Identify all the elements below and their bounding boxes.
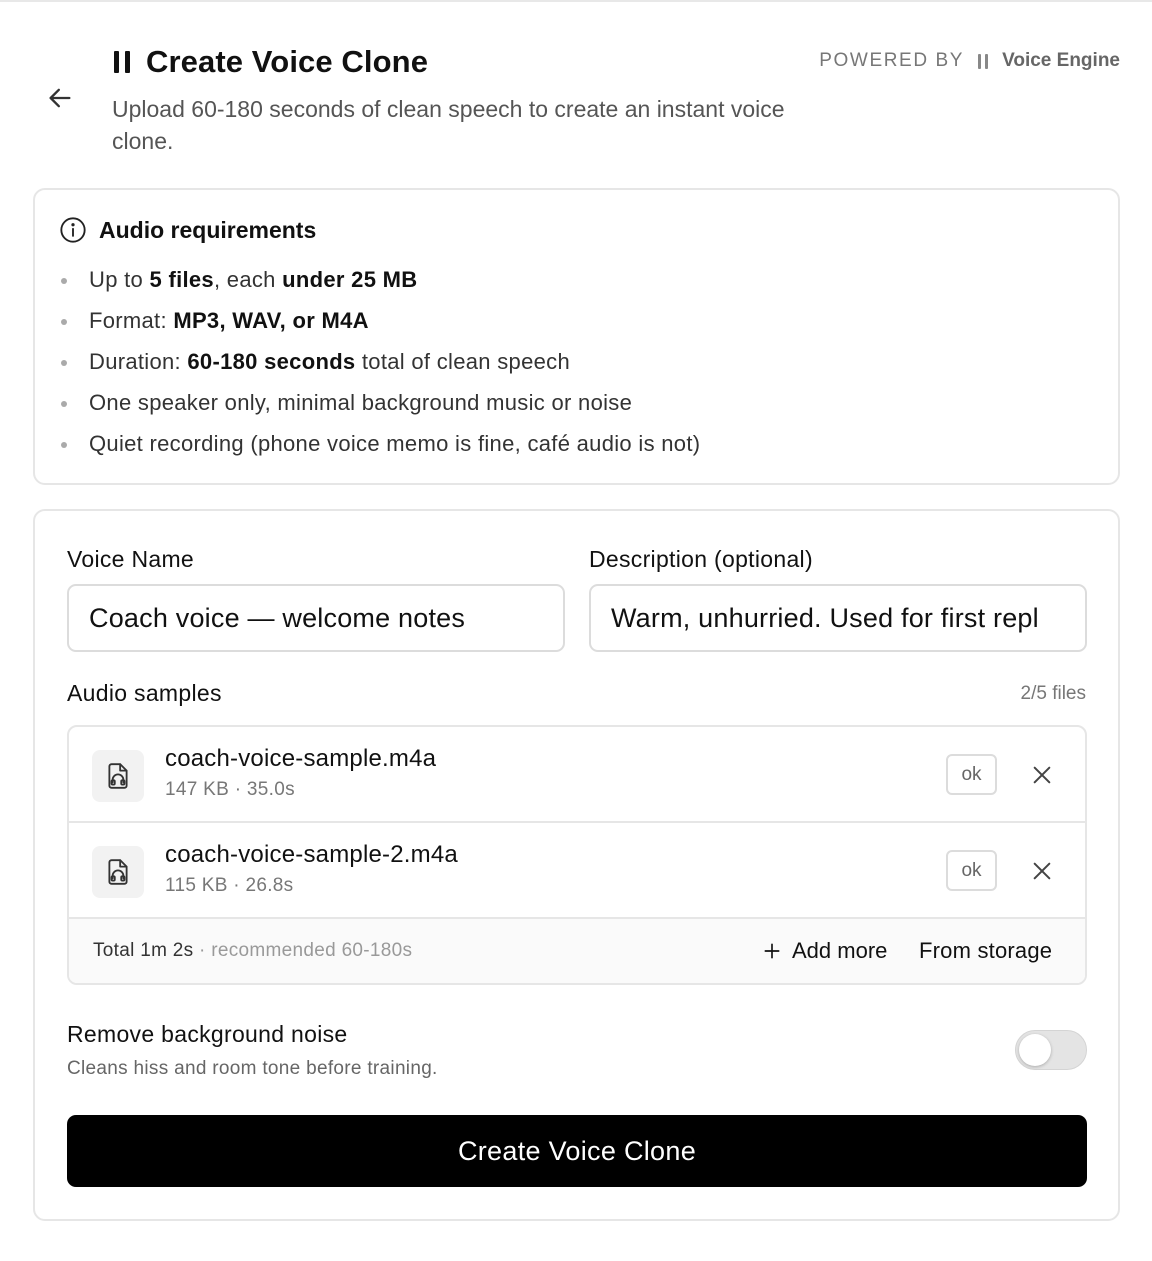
page-title: Create Voice Clone — [146, 44, 429, 79]
powered-by-badge — [819, 50, 1120, 72]
audio-file-icon — [92, 750, 144, 802]
toggle-knob — [1019, 1034, 1051, 1066]
back-button[interactable] — [40, 80, 80, 116]
from-storage-button[interactable]: From storage — [919, 938, 1053, 963]
remove-file-button[interactable] — [1024, 757, 1060, 793]
plus-icon — [762, 941, 782, 961]
requirements-list — [59, 261, 700, 466]
description-label: Description (optional) — [589, 546, 813, 572]
brand-logo-icon — [114, 51, 130, 73]
noise-removal-title: Remove background noise — [67, 1021, 348, 1047]
remove-file-button[interactable] — [1024, 853, 1060, 889]
audio-files-list — [67, 725, 1087, 985]
create-voice-clone-button[interactable]: Create Voice Clone — [67, 1115, 1087, 1187]
engine-name: Voice Engine — [1002, 50, 1120, 71]
noise-removal-description: Cleans hiss and room tone before training. — [67, 1058, 438, 1079]
requirement-item: Duration: 60-180 seconds total of clean speech — [59, 343, 700, 384]
file-meta: 115 KB · 26.8s — [165, 875, 294, 896]
audio-samples-label: Audio samples — [67, 680, 222, 706]
noise-removal-toggle[interactable] — [1015, 1030, 1087, 1070]
requirement-item: Up to 5 files, each under 25 MB — [59, 261, 700, 302]
add-more-button[interactable] — [762, 935, 887, 967]
requirement-item: One speaker only, minimal background music or noise — [59, 384, 700, 425]
file-row — [69, 727, 1085, 823]
files-footer — [69, 919, 1085, 983]
close-icon — [1031, 764, 1053, 786]
voice-clone-form — [33, 509, 1120, 1221]
voice-name-input[interactable] — [67, 584, 565, 652]
add-more-label: Add more — [792, 938, 888, 963]
requirements-header — [59, 216, 316, 244]
file-name: coach-voice-sample-2.m4a — [165, 841, 458, 868]
description-input[interactable] — [589, 584, 1087, 652]
file-status-badge: ok — [946, 850, 997, 891]
page-subtitle: Upload 60-180 seconds of clean speech to create an instant voice clone. — [112, 96, 785, 154]
file-status-badge: ok — [946, 754, 997, 795]
requirements-title: Audio requirements — [99, 216, 317, 243]
voice-name-label: Voice Name — [67, 546, 195, 572]
file-meta: 147 KB · 35.0s — [165, 779, 295, 800]
audio-requirements-card — [33, 188, 1120, 485]
close-icon — [1031, 860, 1053, 882]
top-divider — [0, 0, 1152, 2]
file-row — [69, 823, 1085, 919]
recommended-duration: · recommended 60-180s — [193, 940, 413, 961]
requirement-item: Quiet recording (phone voice memo is fine, café audio is not) — [59, 425, 700, 466]
audio-file-icon — [92, 846, 144, 898]
info-icon — [59, 216, 87, 244]
engine-logo-icon — [978, 54, 988, 69]
file-name: coach-voice-sample.m4a — [165, 745, 437, 772]
arrow-left-icon — [46, 84, 74, 112]
powered-by-label: POWERED BY — [819, 50, 965, 71]
files-count: 2/5 files — [1020, 683, 1086, 704]
total-duration: Total 1m 2s · recommended 60-180s — [93, 940, 413, 961]
header-title-row — [114, 44, 428, 80]
requirement-item: Format: MP3, WAV, or M4A — [59, 302, 700, 343]
